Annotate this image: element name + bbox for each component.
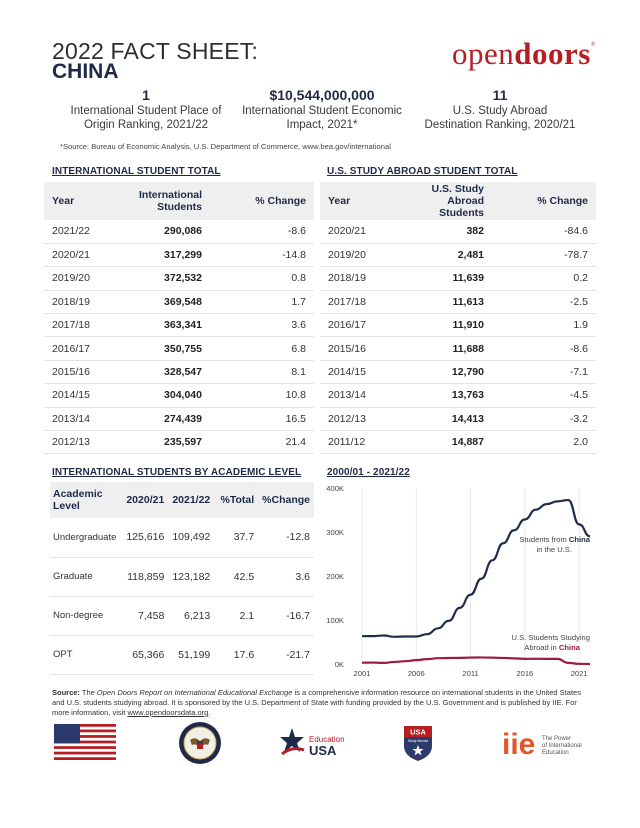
- table-row: [320, 360, 596, 383]
- year-cell: 2020/21: [44, 243, 122, 266]
- usa-badge-sub: Study Abroad: [407, 739, 429, 743]
- value-2021-22-cell: 123,182: [168, 557, 214, 596]
- students-cell: 11,910: [388, 314, 492, 337]
- col-students: [122, 182, 210, 220]
- change-cell: -12.8: [258, 518, 314, 557]
- table-row: [44, 290, 314, 313]
- intl-total-table: [44, 182, 314, 454]
- flag-stripe: [54, 749, 116, 752]
- change-cell: 6.8: [210, 337, 314, 360]
- year-cell: 2015/16: [320, 337, 388, 360]
- year-cell: 2014/15: [320, 360, 388, 383]
- year-cell: 2013/14: [320, 384, 388, 407]
- value-2021-22-cell: 51,199: [168, 635, 214, 674]
- students-cell: 11,613: [388, 290, 492, 313]
- stat-value: $10,544,000,000: [269, 87, 375, 103]
- year-cell: 2014/15: [44, 384, 122, 407]
- year-cell: 2017/18: [44, 314, 122, 337]
- edu-line1: Education: [309, 735, 345, 744]
- country-title: CHINA: [52, 60, 119, 83]
- col-2021-22: 2021/22: [168, 482, 214, 518]
- logo-bold-text: doors: [514, 36, 591, 71]
- x-tick-label: 2001: [353, 669, 371, 678]
- us-abroad-label-line2: Abroad in China: [524, 643, 580, 652]
- value-2020-21-cell: 7,458: [121, 596, 168, 635]
- students-cell: 382: [388, 220, 492, 243]
- footer-end: .: [208, 708, 211, 717]
- footer-text2: is a comprehensive information resource on international students in the United States and U.S. students studying abroad. It is sponsored by the U.S. Department of State with funding provided by the U.S. Government and is published by IIE. For more information, visit: [52, 688, 581, 717]
- value-2021-22-cell: 6,213: [168, 596, 214, 635]
- stat-label-line2: Destination Ranking, 2020/21: [424, 119, 576, 131]
- col-students-line1: International: [138, 189, 202, 201]
- year-cell: 2017/18: [320, 290, 388, 313]
- total-cell: 42.5: [214, 557, 258, 596]
- footer-source: [52, 688, 592, 718]
- footer-report-name: Open Doors Report on International Educational Exchange: [96, 688, 293, 697]
- fact-sheet-title: 2022 FACT SHEET:: [52, 38, 259, 64]
- stat-value: 1: [142, 87, 150, 103]
- value-2020-21-cell: 125,616: [121, 518, 168, 557]
- y-tick-label: 0K: [334, 660, 344, 669]
- students-cell: 235,597: [122, 431, 210, 454]
- col-students-line1: U.S. Study Abroad: [431, 183, 484, 207]
- students-cell: 369,548: [122, 290, 210, 313]
- footer-source-label: Source:: [52, 688, 80, 697]
- flag-stripe: [54, 743, 116, 746]
- change-cell: 1.9: [492, 314, 596, 337]
- us-flag-icon: [54, 724, 116, 760]
- change-cell: 8.1: [210, 360, 314, 383]
- table-row: [44, 220, 314, 243]
- abroad-total-table: [320, 182, 596, 454]
- year-cell: 2020/21: [320, 220, 388, 243]
- academic-title: INTERNATIONAL STUDENTS BY ACADEMIC LEVEL: [52, 467, 302, 478]
- col-total: %Total: [214, 482, 258, 518]
- year-cell: 2021/22: [44, 220, 122, 243]
- opendoors-logo: [452, 36, 596, 72]
- iie-logo: [502, 726, 594, 762]
- students-cell: 13,763: [388, 384, 492, 407]
- value-2021-22-cell: 109,492: [168, 518, 214, 557]
- total-cell: 37.7: [214, 518, 258, 557]
- table-row: [44, 337, 314, 360]
- stat-label-line1: International Student Place of: [70, 105, 222, 117]
- stat-label-line1: U.S. Study Abroad: [452, 105, 548, 117]
- flag-stripe: [54, 754, 116, 757]
- students-cell: 11,639: [388, 267, 492, 290]
- table-row: [44, 431, 314, 454]
- flag-stripe: [54, 746, 116, 749]
- logo-registered-mark: ®: [590, 42, 596, 48]
- table-row: [44, 314, 314, 337]
- abroad-total-title: U.S. STUDY ABROAD STUDENT TOTAL: [327, 166, 518, 177]
- stat-label-line1: International Student Economic: [242, 105, 402, 117]
- academic-table: [50, 482, 314, 675]
- year-cell: 2018/19: [320, 267, 388, 290]
- stat-value: 11: [492, 87, 508, 103]
- trend-line-chart: [322, 480, 598, 686]
- iie-text: iie: [502, 728, 536, 761]
- col-change: % Change: [492, 182, 596, 220]
- x-tick-label: 2021: [570, 669, 588, 678]
- students-cell: 328,547: [122, 360, 210, 383]
- change-cell: -8.6: [492, 337, 596, 360]
- change-cell: -7.1: [492, 360, 596, 383]
- stat-label-line2: Origin Ranking, 2021/22: [83, 119, 209, 131]
- table-header-row: [320, 182, 596, 220]
- students-cell: 372,532: [122, 267, 210, 290]
- students-cell: 11,688: [388, 337, 492, 360]
- col-level-line2: Level: [53, 500, 80, 512]
- us-abroad-line: [362, 657, 590, 664]
- logo-light-text: open: [452, 36, 515, 71]
- table-header-row: [44, 182, 314, 220]
- students-cell: 290,086: [122, 220, 210, 243]
- col-year: Year: [44, 182, 122, 220]
- students-cell: 2,481: [388, 243, 492, 266]
- table-row: [44, 243, 314, 266]
- students-cell: 274,439: [122, 407, 210, 430]
- year-cell: 2016/17: [320, 314, 388, 337]
- col-2020-21: 2020/21: [121, 482, 168, 518]
- y-tick-label: 400K: [326, 484, 344, 493]
- table-row: [320, 407, 596, 430]
- level-cell: Graduate: [50, 557, 121, 596]
- students-cell: 350,755: [122, 337, 210, 360]
- usa-study-abroad-badge-icon: [402, 724, 434, 762]
- table-row: [320, 267, 596, 290]
- table-header-row: [50, 482, 314, 518]
- col-students-line2: Students: [157, 201, 202, 213]
- col-change: %Change: [258, 482, 314, 518]
- change-cell: -84.6: [492, 220, 596, 243]
- china-students-label: Students from China: [519, 535, 590, 544]
- iie-tag2: of International: [542, 743, 582, 749]
- year-cell: 2015/16: [44, 360, 122, 383]
- change-cell: 16.5: [210, 407, 314, 430]
- stat-label-line2: Impact, 2021*: [286, 119, 358, 131]
- china-students-line: [362, 500, 590, 637]
- students-cell: 317,299: [122, 243, 210, 266]
- change-cell: 0.2: [492, 267, 596, 290]
- table-row: [320, 337, 596, 360]
- table-row: [44, 267, 314, 290]
- table-row: [44, 384, 314, 407]
- year-cell: 2018/19: [44, 290, 122, 313]
- year-cell: 2019/20: [320, 243, 388, 266]
- year-cell: 2019/20: [44, 267, 122, 290]
- table-row: [50, 596, 314, 635]
- intl-total-title: INTERNATIONAL STUDENT TOTAL: [52, 166, 221, 177]
- x-tick-label: 2006: [407, 669, 425, 678]
- change-cell: 10.8: [210, 384, 314, 407]
- table-row: [50, 557, 314, 596]
- col-students: [388, 182, 492, 220]
- y-tick-label: 100K: [326, 616, 344, 625]
- iie-tag3: Education: [542, 750, 569, 756]
- year-cell: 2012/13: [320, 407, 388, 430]
- flag-stripe: [54, 752, 116, 755]
- students-cell: 14,887: [388, 431, 492, 454]
- footer-text1: The: [79, 688, 97, 697]
- students-cell: 304,040: [122, 384, 210, 407]
- change-cell: -2.5: [492, 290, 596, 313]
- change-cell: 3.6: [210, 314, 314, 337]
- total-cell: 2.1: [214, 596, 258, 635]
- state-department-seal-icon: [178, 721, 222, 765]
- x-tick-label: 2016: [516, 669, 534, 678]
- table-row: [320, 314, 596, 337]
- change-cell: -4.5: [492, 384, 596, 407]
- col-students-line2: Students: [439, 207, 484, 219]
- level-cell: OPT: [50, 635, 121, 674]
- x-tick-label: 2011: [462, 669, 479, 678]
- year-cell: 2011/12: [320, 431, 388, 454]
- col-level: [50, 482, 121, 518]
- flag-stripe: [54, 757, 116, 760]
- change-cell: -8.6: [210, 220, 314, 243]
- stat-economic-impact: [232, 88, 412, 132]
- change-cell: -21.7: [258, 635, 314, 674]
- students-cell: 12,790: [388, 360, 492, 383]
- change-cell: -14.8: [210, 243, 314, 266]
- change-cell: 0.8: [210, 267, 314, 290]
- students-cell: 14,413: [388, 407, 492, 430]
- y-tick-label: 200K: [326, 572, 344, 581]
- level-cell: Non-degree: [50, 596, 121, 635]
- year-cell: 2013/14: [44, 407, 122, 430]
- us-abroad-label: U.S. Students Studying: [511, 633, 590, 642]
- table-row: [44, 360, 314, 383]
- china-students-label-line2: in the U.S.: [536, 545, 572, 554]
- table-row: [320, 431, 596, 454]
- value-2020-21-cell: 118,859: [121, 557, 168, 596]
- level-cell: Undergraduate: [50, 518, 121, 557]
- year-cell: 2012/13: [44, 431, 122, 454]
- y-tick-label: 300K: [326, 528, 344, 537]
- table-row: [50, 518, 314, 557]
- stat-origin-ranking: [56, 88, 236, 132]
- change-cell: -3.2: [492, 407, 596, 430]
- col-change: % Change: [210, 182, 314, 220]
- table-row: [320, 220, 596, 243]
- source-note: *Source: Bureau of Economic Analysis, U.S. Department of Commerce, www.bea.gov/international: [60, 142, 391, 151]
- table-row: [320, 243, 596, 266]
- chart-title: 2000/01 - 2021/22: [327, 467, 410, 478]
- col-year: Year: [320, 182, 388, 220]
- table-row: [320, 290, 596, 313]
- usa-badge-text: USA: [410, 727, 426, 737]
- table-row: [320, 384, 596, 407]
- opendoors-link[interactable]: www.opendoorsdata.org: [127, 708, 209, 717]
- students-cell: 363,341: [122, 314, 210, 337]
- year-cell: 2016/17: [44, 337, 122, 360]
- change-cell: 1.7: [210, 290, 314, 313]
- change-cell: 21.4: [210, 431, 314, 454]
- change-cell: -16.7: [258, 596, 314, 635]
- table-row: [44, 407, 314, 430]
- change-cell: 3.6: [258, 557, 314, 596]
- total-cell: 17.6: [214, 635, 258, 674]
- col-level-line1: Academic: [53, 488, 103, 500]
- education-usa-logo: [280, 726, 350, 760]
- table-row: [50, 635, 314, 674]
- stat-abroad-ranking: [410, 88, 590, 132]
- change-cell: -78.7: [492, 243, 596, 266]
- edu-line2: USA: [309, 743, 337, 758]
- change-cell: 2.0: [492, 431, 596, 454]
- iie-tag1: The Power: [542, 736, 572, 742]
- value-2020-21-cell: 65,366: [121, 635, 168, 674]
